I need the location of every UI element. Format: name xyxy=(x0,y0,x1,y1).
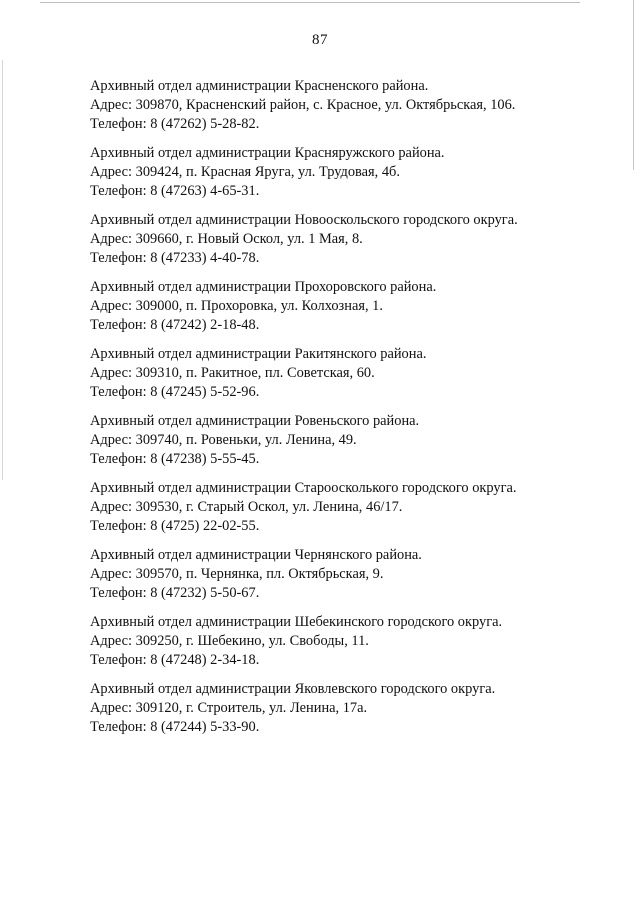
archive-entry xyxy=(90,479,610,546)
entry-title: Архивный отдел администрации Красняружского района. xyxy=(90,145,445,161)
scan-edge-top xyxy=(40,2,580,3)
entry-address: Адрес: 309310, п. Ракитное, пл. Советская, 60. xyxy=(90,365,375,381)
archive-entry xyxy=(90,412,610,479)
entry-address: Адрес: 309250, г. Шебекино, ул. Свободы, 11. xyxy=(90,633,369,649)
entry-title: Архивный отдел администрации Яковлевского городского округа. xyxy=(90,681,496,697)
entry-title: Архивный отдел администрации Красненского района. xyxy=(90,78,429,94)
entry-title: Архивный отдел администрации Шебекинского городского округа. xyxy=(90,614,503,630)
archive-entry xyxy=(90,613,610,680)
archive-entry xyxy=(90,278,610,345)
entry-phone: Телефон: 8 (47263) 4-65-31. xyxy=(90,183,260,199)
entry-address: Адрес: 309424, п. Красная Яруга, ул. Трудовая, 4б. xyxy=(90,164,400,180)
archive-entry xyxy=(90,680,610,747)
archive-entry xyxy=(90,211,610,278)
entry-address: Адрес: 309870, Красненский район, с. Красное, ул. Октябрьская, 106. xyxy=(90,97,516,113)
archive-entry xyxy=(90,546,610,613)
entry-title: Архивный отдел администрации Прохоровского района. xyxy=(90,279,437,295)
entry-phone: Телефон: 8 (47238) 5-55-45. xyxy=(90,451,260,467)
archive-entry xyxy=(90,144,610,211)
entry-phone: Телефон: 8 (47248) 2-34-18. xyxy=(90,652,260,668)
entry-title: Архивный отдел администрации Ракитянского района. xyxy=(90,346,427,362)
entry-title: Архивный отдел администрации Староосколького городского округа. xyxy=(90,480,517,496)
scan-edge-right xyxy=(633,0,634,170)
entry-address: Адрес: 309740, п. Ровеньки, ул. Ленина, 49. xyxy=(90,432,357,448)
entry-title: Архивный отдел администрации Новооскольского городского округа. xyxy=(90,212,518,228)
entry-address: Адрес: 309530, г. Старый Оскол, ул. Ленина, 46/17. xyxy=(90,499,403,515)
entry-title: Архивный отдел администрации Чернянского района. xyxy=(90,547,422,563)
entry-phone: Телефон: 8 (47233) 4-40-78. xyxy=(90,250,260,266)
entry-title: Архивный отдел администрации Ровеньского района. xyxy=(90,413,420,429)
page-number: 87 xyxy=(312,32,328,48)
scan-edge-left xyxy=(2,60,3,480)
entry-phone: Телефон: 8 (47245) 5-52-96. xyxy=(90,384,260,400)
archive-entry xyxy=(90,345,610,412)
archive-department-list xyxy=(90,77,610,747)
entry-phone: Телефон: 8 (47244) 5-33-90. xyxy=(90,719,260,735)
entry-address: Адрес: 309660, г. Новый Оскол, ул. 1 Мая, 8. xyxy=(90,231,363,247)
entry-address: Адрес: 309120, г. Строитель, ул. Ленина, 17а. xyxy=(90,700,368,716)
entry-address: Адрес: 309570, п. Чернянка, пл. Октябрьская, 9. xyxy=(90,566,384,582)
entry-phone: Телефон: 8 (47232) 5-50-67. xyxy=(90,585,260,601)
archive-entry xyxy=(90,77,610,144)
entry-phone: Телефон: 8 (47242) 2-18-48. xyxy=(90,317,260,333)
entry-address: Адрес: 309000, п. Прохоровка, ул. Колхозная, 1. xyxy=(90,298,383,314)
entry-phone: Телефон: 8 (47262) 5-28-82. xyxy=(90,116,260,132)
entry-phone: Телефон: 8 (4725) 22-02-55. xyxy=(90,518,260,534)
